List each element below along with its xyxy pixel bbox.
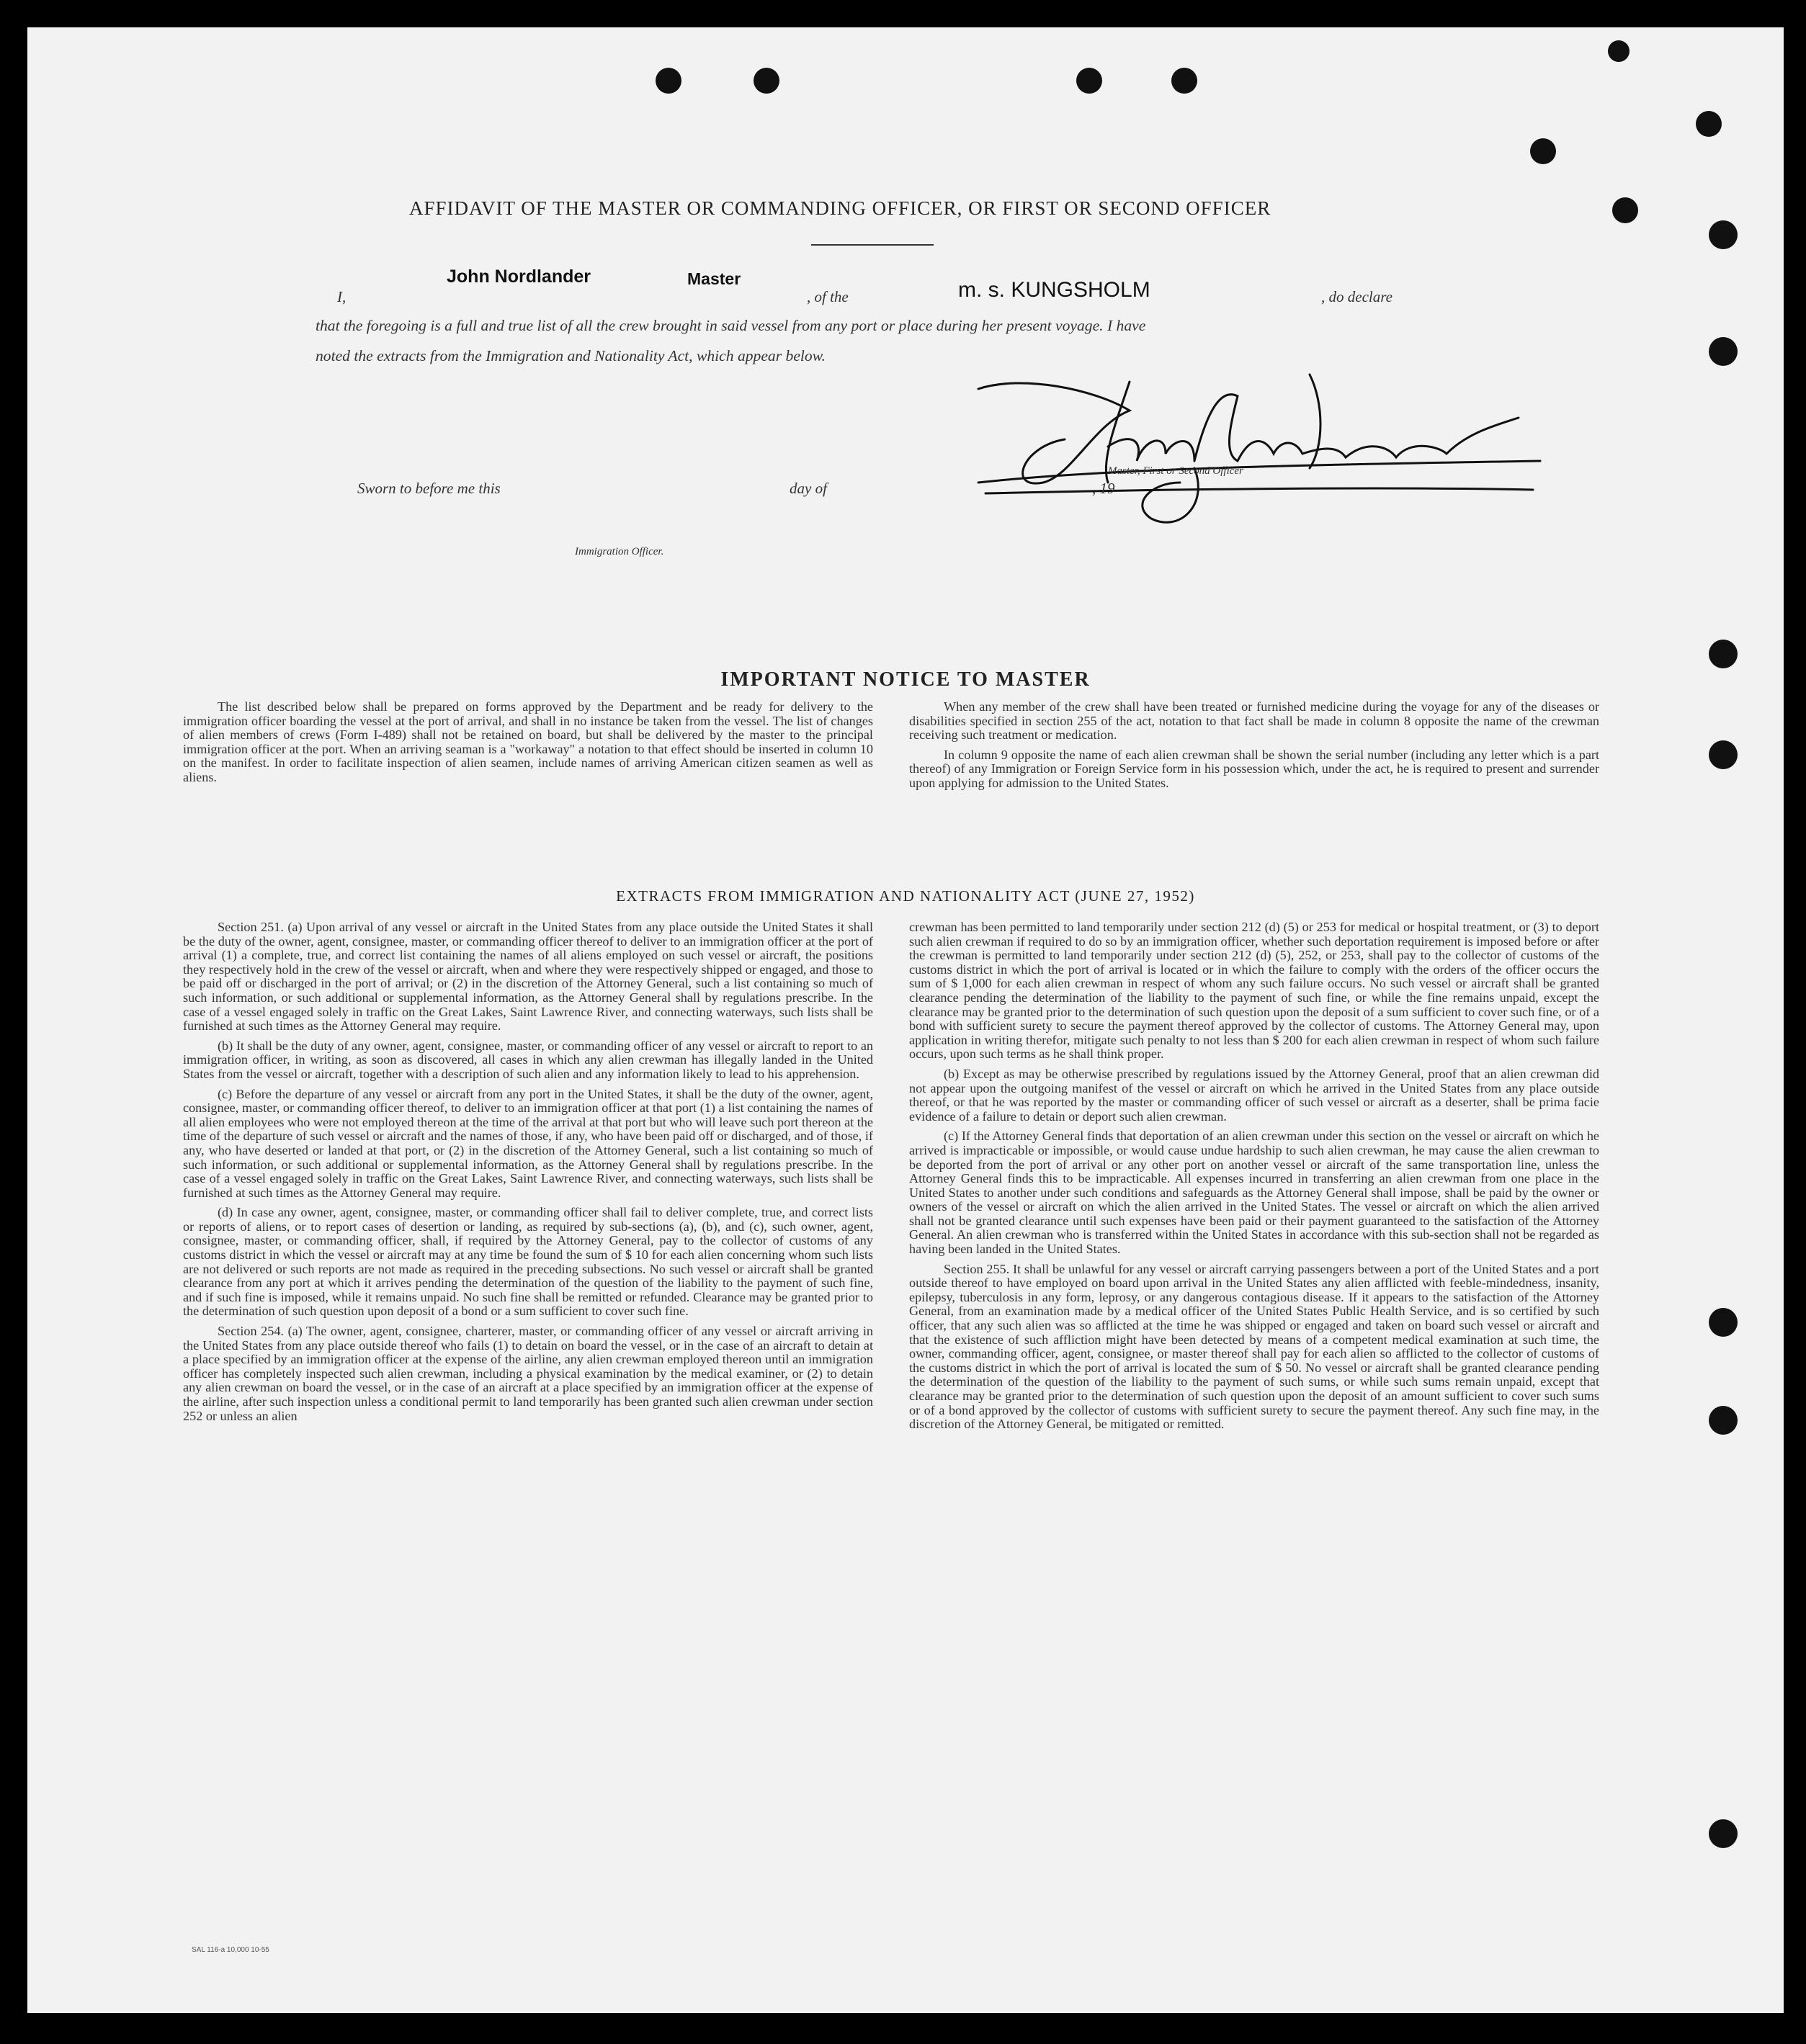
signature	[964, 360, 1555, 547]
year-label: , 19	[1092, 480, 1115, 497]
notice-paragraph: In column 9 opposite the name of each alien crewman shall be shown the serial number (including any letter which is a part thereof) of any Immigration or Foreign Service form in his possession which, under the act, he is required to present and surrender upon applying for admission to the United States.	[909, 747, 1599, 790]
affidavit-line-2: that the foregoing is a full and true list of all the crew brought in said vessel from any port or place during her present voyage. I have	[316, 317, 1146, 334]
affidavit-pronoun: I,	[337, 288, 347, 305]
of-the-label: , of the	[807, 288, 849, 305]
sworn-label: Sworn to before me this	[357, 480, 501, 497]
extract-paragraph: (b) Except as may be otherwise prescribed by regulations issued by the Attorney General, proof that an alien crewman did not appear upon the outgoing manifest of the vessel or aircraft on which he arrived in the United States from any place outside thereof, or that he was reported by the master or commanding officer of such vessel or aircraft as a deserter, shall be prima facie evidence of a failure to detain or deport such alien crewman.	[909, 1066, 1599, 1124]
notice-right-column	[909, 700, 1599, 797]
document-page	[27, 27, 1784, 2013]
affidavit-title: AFFIDAVIT OF THE MASTER OR COMMANDING OFFICER, OR FIRST OR SECOND OFFICER	[409, 197, 1271, 219]
punch-hole	[1709, 220, 1738, 249]
punch-hole	[1709, 337, 1738, 366]
notice-paragraph: When any member of the crew shall have been treated or furnished medicine during the voyage for any of the diseases or disabilities specified in section 255 of the act, notation to that fact shall be made in column 8 opposite the name of the crewman receiving such treatment or medication.	[909, 699, 1599, 743]
notice-left-column	[183, 700, 873, 791]
title-underline	[811, 244, 934, 246]
day-of-label: day of	[790, 480, 827, 497]
punch-hole	[1709, 1406, 1738, 1435]
extracts-right-column	[909, 920, 1599, 1438]
affiant-name: John Nordlander	[447, 266, 591, 287]
signature-caption: Master, First or Second Officer	[1108, 465, 1243, 477]
punch-hole	[1709, 640, 1738, 668]
affiant-rank: Master	[687, 269, 741, 288]
extract-paragraph: (c) If the Attorney General finds that deportation of an alien crewman under this section on the vessel or aircraft on which he arrived is impracticable or impossible, or would cause undue hardship to such alien crewman, he may cause the alien crewman to be deported from the port of arrival or any other port on another vessel or aircraft of the same transportation line, unless the Attorney General finds this to be impracticable. All expenses incurred in transferring an alien crewman from one place in the United States to another under such conditions and safeguards as the Attorney General shall impose, shall be paid by the owner or owners of the vessel or aircraft on which the alien arrived in the United States. The vessel or aircraft on which the alien arrived shall not be granted clearance until such expenses have been paid or their payment guaranteed to the satisfaction of the Attorney General. An alien crewman who is transferred within the United States in accordance with this sub-section shall not be regarded as having been landed in the United States.	[909, 1129, 1599, 1257]
affidavit-line-3: noted the extracts from the Immigration and Nationality Act, which appear below.	[316, 347, 826, 364]
extracts-left-column	[183, 920, 873, 1429]
punch-hole	[1171, 68, 1197, 94]
punch-hole	[1608, 40, 1630, 62]
punch-hole	[1076, 68, 1102, 94]
do-declare-label: , do declare	[1321, 288, 1393, 305]
punch-hole	[656, 68, 681, 94]
punch-hole	[1709, 1308, 1738, 1337]
extract-paragraph: Section 254. (a) The owner, agent, consignee, charterer, master, or commanding officer of any vessel or aircraft arriving in the United States from any place outside thereof who fails (1) to detain on board the vessel, or in the case of an aircraft to detain at a place specified by an immigration officer at the expense of the airline, any alien crewman employed thereon until an immigration officer has completely inspected such alien crewman, including a physical examination by the medical examiner, or (2) to detain any alien crewman on board the vessel, or in the case of an aircraft at a place specified by an immigration officer at the expense of the airline, after such inspection unless a conditional permit to land temporarily has been granted such alien crewman under section 252 or unless an alien	[183, 1324, 873, 1423]
punch-hole	[1709, 740, 1738, 769]
punch-hole	[1709, 1819, 1738, 1848]
extract-paragraph: crewman has been permitted to land temporarily under section 212 (d) (5) or 253 for medical or hospital treatment, or (3) to deport such alien crewman if required to do so by an immigration officer, whether such deportation requirement is imposed before or after the crewman is permitted to land temporarily under section 212 (d) (5), 252, or 253, shall pay to the collector of customs of the customs district in which the port of arrival is located or in which the failure to comply with the orders of the officer occurs the sum of $ 1,000 for each alien crewman in respect of whom any such failure occurs. No such vessel or aircraft shall be granted clearance pending the determination of the liability to the payment of such fine, or while the fine remains unpaid, except the clearance may be granted prior to the determination of such question upon the deposit of a sum sufficient to cover such fine, or of a bond with sufficient surety to secure the payment thereof approved by the collector of customs. The Attorney General may, upon application in writing therefor, mitigate such penalty to not less than $ 200 for each alien crewman in respect of whom such failure occurs, upon such terms as he shall think proper.	[909, 920, 1599, 1062]
notice-paragraph: The list described below shall be prepared on forms approved by the Department and be ready for delivery to the immigration officer boarding the vessel at the port of arrival, and shall in no instance be taken from the vessel. The list of changes of alien members of crews (Form I-489) shall not be retained on board, but shall be delivered by the master to the principal immigration officer at the port. When an arriving seaman is a "workaway" a notation to that effect should be inserted in column 10 on the manifest. In order to facilitate inspection of alien seamen, include names of arriving American citizen seamen as well as aliens.	[183, 699, 873, 784]
notice-title: IMPORTANT NOTICE TO MASTER	[720, 668, 1091, 691]
form-number: SAL 116-a 10,000 10-55	[192, 1946, 269, 1954]
extract-paragraph: (d) In case any owner, agent, consignee, master, or commanding officer shall fail to deliver complete, true, and correct lists or reports of aliens, or to report cases of desertion or landing, as required by sub-sections (a), (b), and (c), such owner, agent, consignee, master, or commanding officer, shall, if required by the Attorney General, pay to the collector of customs of any customs district in which the vessel or aircraft may at any time be found the sum of $ 10 for each alien concerning whom such lists are not delivered or such reports are not made as required in the preceding subsections. No such vessel or aircraft shall be granted clearance from any port at which it arrives pending the determination of the question of the liability to the payment of such fine, and if such fine is imposed, while it remains unpaid. No such fine shall be remitted or refunded. Clearance may be granted prior to the determination of such question upon deposit of a bond or a sum sufficient to cover such fine.	[183, 1205, 873, 1319]
extract-paragraph: (c) Before the departure of any vessel or aircraft from any port in the United States, it shall be the duty of the owner, agent, consignee, master, or commanding officer thereof, to deliver to an immigration officer at that port (1) a list containing the names of all alien employees who were not employed thereon at the time of the arrival at that port but who will leave such port thereon at the time of the departure of such vessel or aircraft and the names of those, if any, who have been paid off or discharged, and of those, if any, who have deserted or landed at that port, or (2) in the discretion of the Attorney General, such a list containing so much of such information, or such additional or supplemental information, as the Attorney General shall by regulations prescribe. In the case of a vessel engaged solely in traffic on the Great Lakes, Saint Lawrence River, and connecting waterways, such lists shall be furnished at such times as the Attorney General may require.	[183, 1086, 873, 1200]
punch-hole	[1530, 138, 1556, 164]
extract-paragraph: Section 255. It shall be unlawful for any vessel or aircraft carrying passengers between a port of the United States and a port outside thereof to have employed on board upon arrival in the United States any alien afflicted with feeble-mindedness, insanity, epilepsy, tuberculosis in any form, leprosy, or any dangerous contagious disease. If it appears to the satisfaction of the Attorney General, from an examination made by a medical officer of the United States Public Health Service, and is so certified by such officer, that any such alien was so afflicted at the time he was shipped or engaged and taken on board such vessel or aircraft and that the existence of such affliction might have been detected by means of a competent medical examination at such time, the owner, commanding officer, agent, consignee, or master thereof shall pay for each alien so afflicted to the collector of customs of the customs district in which the port of arrival is located the sum of $ 50. No vessel or aircraft shall be granted clearance pending the determination of the question of the liability to the payment of such sums, or while such sums remain unpaid, except that clearance may be granted prior to the determination of such question upon the deposit of an amount sufficient to cover such sums or of a bond approved by the collector of customs with sufficient surety to secure the payment thereof. Any such fine may, in the discretion of the Attorney General, be mitigated or remitted.	[909, 1261, 1599, 1432]
punch-hole	[754, 68, 779, 94]
extracts-title: EXTRACTS FROM IMMIGRATION AND NATIONALITY ACT (JUNE 27, 1952)	[616, 887, 1195, 905]
vessel-name: m. s. KUNGSHOLM	[958, 278, 1150, 302]
extract-paragraph: Section 251. (a) Upon arrival of any vessel or aircraft in the United States from any place outside the United States it shall be the duty of the owner, agent, consignee, master, or commanding officer thereof to deliver to an immigration officer at the port of arrival (1) a complete, true, and correct list containing the names of all aliens employed on such vessel or aircraft, the positions they respectively hold in the crew of the vessel or aircraft, when and where they were respectively shipped or engaged, and those to be paid off or discharged in the port of arrival; or (2) in the discretion of the Attorney General, such a list containing so much of such information, or such additional or supplemental information, as the Attorney General shall by regulations prescribe. In the case of a vessel engaged solely in traffic on the Great Lakes, Saint Lawrence River, and connecting waterways, such lists shall be furnished at such times as the Attorney General may require.	[183, 920, 873, 1034]
immigration-officer-label: Immigration Officer.	[575, 546, 664, 557]
extract-paragraph: (b) It shall be the duty of any owner, agent, consignee, master, or commanding officer of any vessel or aircraft to report to an immigration officer, in writing, as soon as discovered, all cases in which any alien crewman has illegally landed in the United States from the vessel or aircraft, together with a description of such alien and any information likely to lead to his apprehension.	[183, 1038, 873, 1081]
punch-hole	[1696, 111, 1722, 137]
punch-hole	[1612, 197, 1638, 223]
